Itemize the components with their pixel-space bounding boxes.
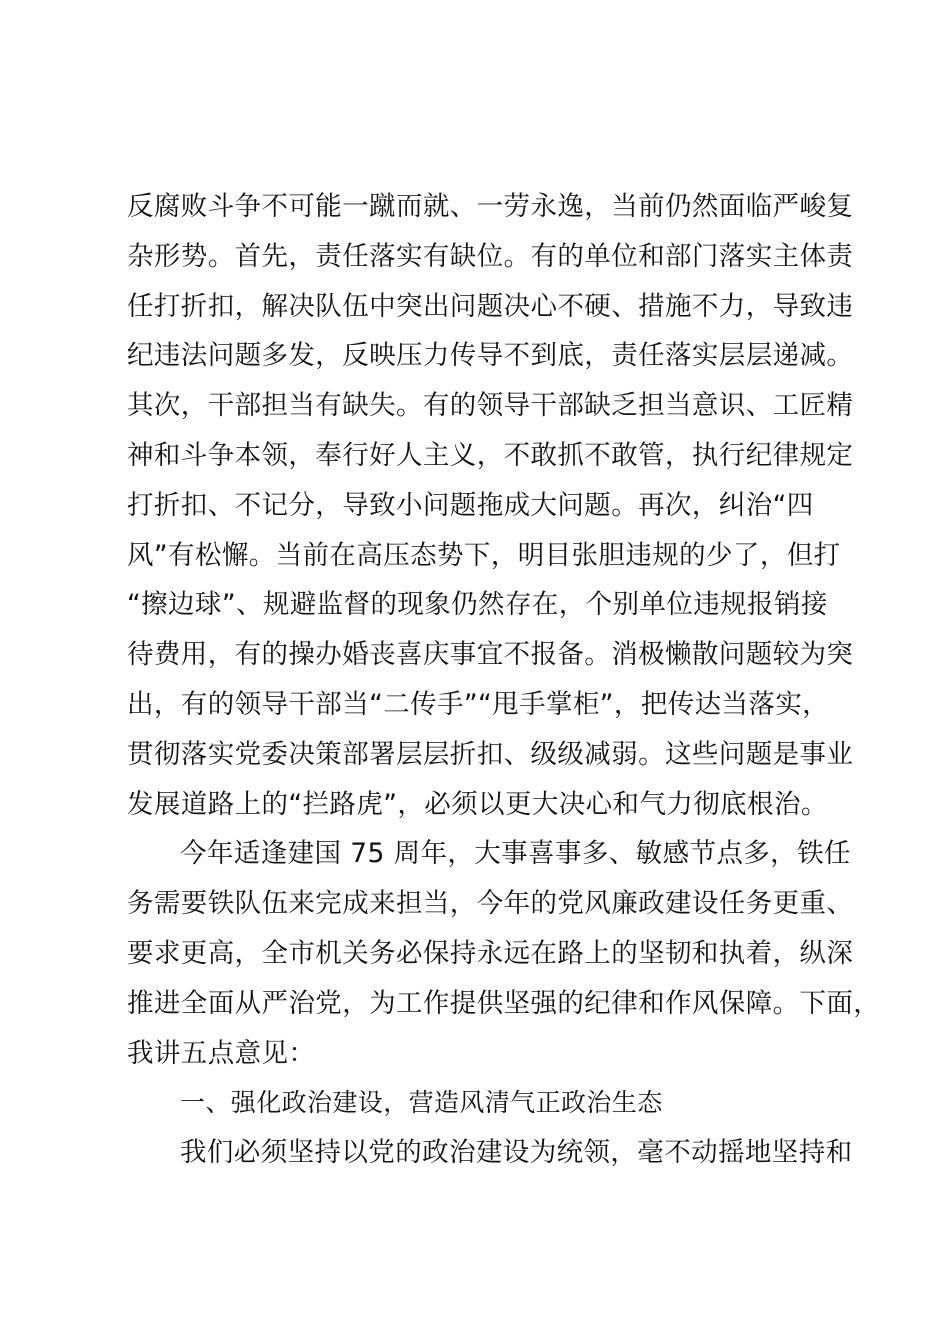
text-line: 推进全面从严治党，为工作提供坚强的纪律和作风保障。下面， xyxy=(127,987,881,1019)
text-line: 纪违法问题多发，反映压力传导不到底，责任落实层层递减。 xyxy=(127,340,854,372)
document-body xyxy=(127,182,881,1178)
text-line: 出，有的领导干部当“二传手”“甩手掌柜”，把传达当落实， xyxy=(127,688,830,720)
text-line: 我讲五点意见： xyxy=(127,1037,316,1069)
section-heading: 一、强化政治建设，营造风清气正政治生态 xyxy=(180,1088,663,1118)
text-line: 风”有松懈。当前在高压态势下，明目张胆违规的少了，但打 xyxy=(127,539,841,571)
text-line: 神和斗争本领，奉行好人主义，不敢抓不敢管，执行纪律规定 xyxy=(127,439,854,471)
text-line: 任打折扣，解决队伍中突出问题决心不硬、措施不力，导致违 xyxy=(127,290,854,322)
paragraph-start-line: 今年适逢建国 75 周年，大事喜事多、敏感节点多，铁任 xyxy=(180,838,851,870)
text-line: 杂形势。首先，责任落实有缺位。有的单位和部门落实主体责 xyxy=(127,240,854,272)
paragraph-start-line: 我们必须坚持以党的政治建设为统领，毫不动摇地坚持和 xyxy=(180,1137,853,1169)
text-line: 打折扣、不记分，导致小问题拖成大问题。再次，纠治“四 xyxy=(127,489,814,521)
text-line: “擦边球”、规避监督的现象仍然存在，个别单位违规报销接 xyxy=(127,589,828,621)
text-line: 待费用，有的操办婚丧喜庆事宜不报备。消极懒散问题较为突 xyxy=(127,639,854,671)
text-line: 发展道路上的“拦路虎”，必须以更大决心和气力彻底根治。 xyxy=(127,788,828,820)
text-line: 其次，干部担当有缺失。有的领导干部缺乏担当意识、工匠精 xyxy=(127,390,854,422)
text-line: 贯彻落实党委决策部署层层折扣、级级减弱。这些问题是事业 xyxy=(127,738,854,770)
text-line: 务需要铁队伍来完成来担当，今年的党风廉政建设任务更重、 xyxy=(127,888,854,920)
text-line: 反腐败斗争不可能一蹴而就、一劳永逸，当前仍然面临严峻复 xyxy=(127,191,854,222)
text-line: 要求更高，全市机关务必保持永远在路上的坚韧和执着，纵深 xyxy=(127,937,854,969)
